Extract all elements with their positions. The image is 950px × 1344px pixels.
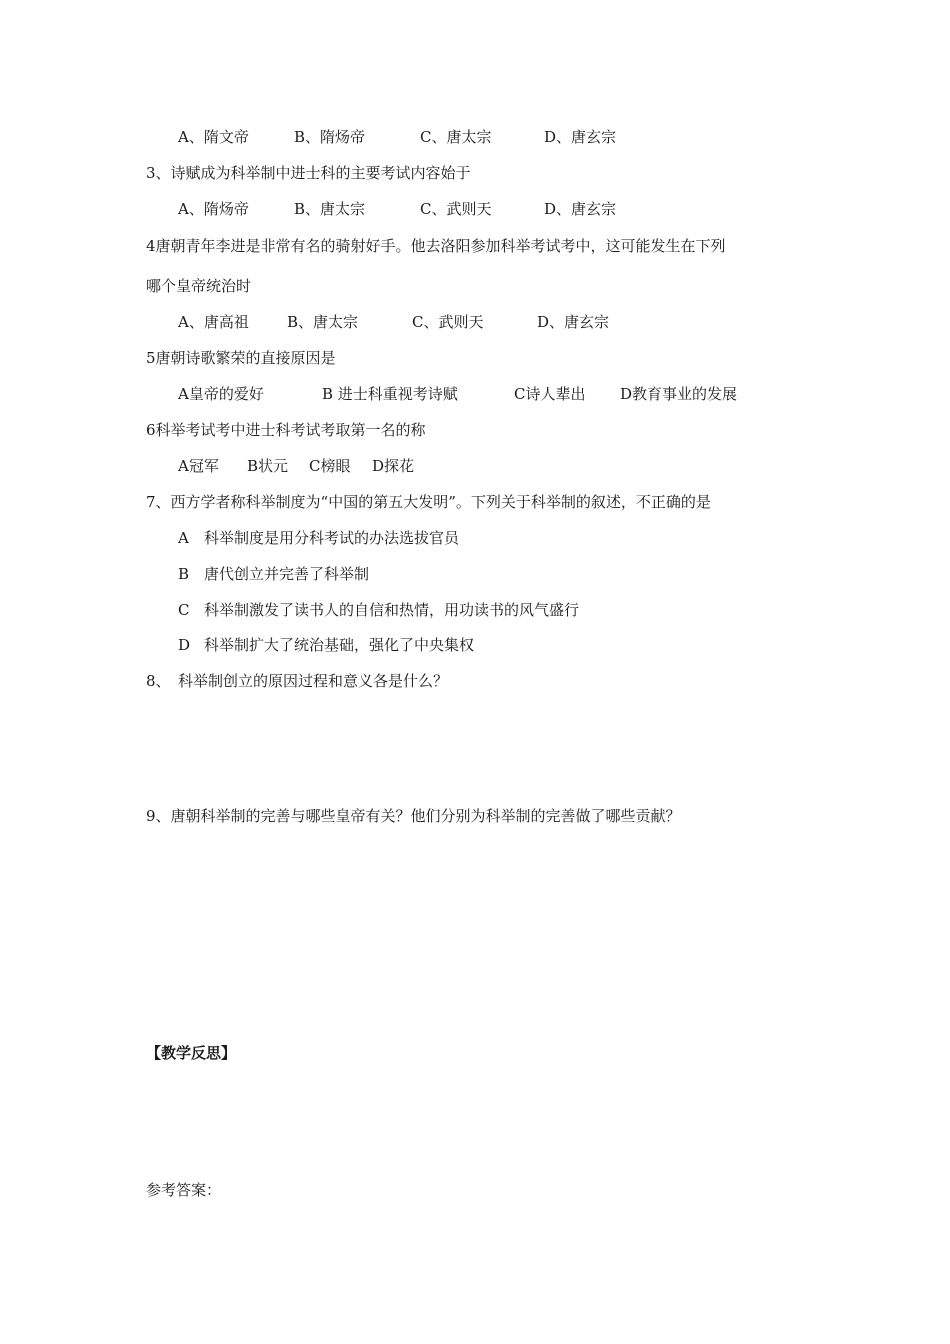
q6-option-d: D探花: [372, 457, 415, 475]
q7-option-a-letter: A: [178, 529, 189, 547]
q7-option-d-text: 科举制扩大了统治基础，强化了中央集权: [204, 636, 475, 654]
q7-option-c-text: 科举制激发了读书人的自信和热情，用功读书的风气盛行: [204, 601, 580, 619]
q4-stem-line2: 哪个皇帝统治时: [146, 277, 252, 295]
q8-question: 科举制创立的原因过程和意义各是什么？: [178, 672, 449, 690]
q6-option-b: B状元: [247, 457, 289, 475]
q5-option-d: D教育事业的发展: [620, 385, 738, 403]
q3-option-b: B、唐太宗: [294, 200, 366, 218]
q4-option-d: D、唐玄宗: [537, 313, 610, 331]
q7-option-b-letter: B: [178, 565, 190, 583]
q2-option-a: A、隋文帝: [178, 128, 249, 146]
q7-stem: 7、西方学者称科举制度为“中国的第五大发明”。下列关于科举制的叙述，不正确的是: [146, 493, 711, 511]
q2-option-c: C、唐太宗: [420, 128, 492, 146]
q5-option-b: B 进士科重视考诗赋: [322, 385, 458, 403]
q7-option-a-text: 科举制度是用分科考试的办法选拔官员: [204, 529, 460, 547]
q2-option-b: B、隋炀帝: [294, 128, 366, 146]
q2-option-d: D、唐玄宗: [544, 128, 617, 146]
q3-option-d: D、唐玄宗: [544, 200, 617, 218]
q8-number: 8、: [146, 672, 171, 690]
q7-option-d-letter: D: [178, 636, 191, 654]
q6-option-c: C榜眼: [309, 457, 351, 475]
q6-stem: 6科举考试考中进士科考试考取第一名的称: [146, 421, 426, 439]
q3-option-a: A、隋炀帝: [178, 200, 249, 218]
q4-option-b: B、唐太宗: [287, 313, 359, 331]
q5-option-c: C诗人辈出: [514, 385, 586, 403]
q7-option-b-text: 唐代创立并完善了科举制: [204, 565, 370, 583]
q4-option-a: A、唐高祖: [178, 313, 249, 331]
q5-stem: 5唐朝诗歌繁荣的直接原因是: [146, 349, 336, 367]
q6-option-a: A冠军: [178, 457, 219, 475]
q9-question: 9、唐朝科举制的完善与哪些皇帝有关？他们分别为科举制的完善做了哪些贡献？: [146, 807, 681, 825]
q5-option-a: A皇帝的爱好: [178, 385, 264, 403]
reflection-heading: 【教学反思】: [146, 1044, 237, 1062]
q3-option-c: C、武则天: [420, 200, 492, 218]
q4-stem-line1: 4唐朝青年李进是非常有名的骑射好手。他去洛阳参加科举考试考中，这可能发生在下列: [146, 237, 726, 255]
answers-heading: 参考答案：: [146, 1181, 222, 1199]
q4-option-c: C、武则天: [412, 313, 484, 331]
q7-option-c-letter: C: [178, 601, 190, 619]
q3-stem: 3、诗赋成为科举制中进士科的主要考试内容始于: [146, 164, 471, 182]
